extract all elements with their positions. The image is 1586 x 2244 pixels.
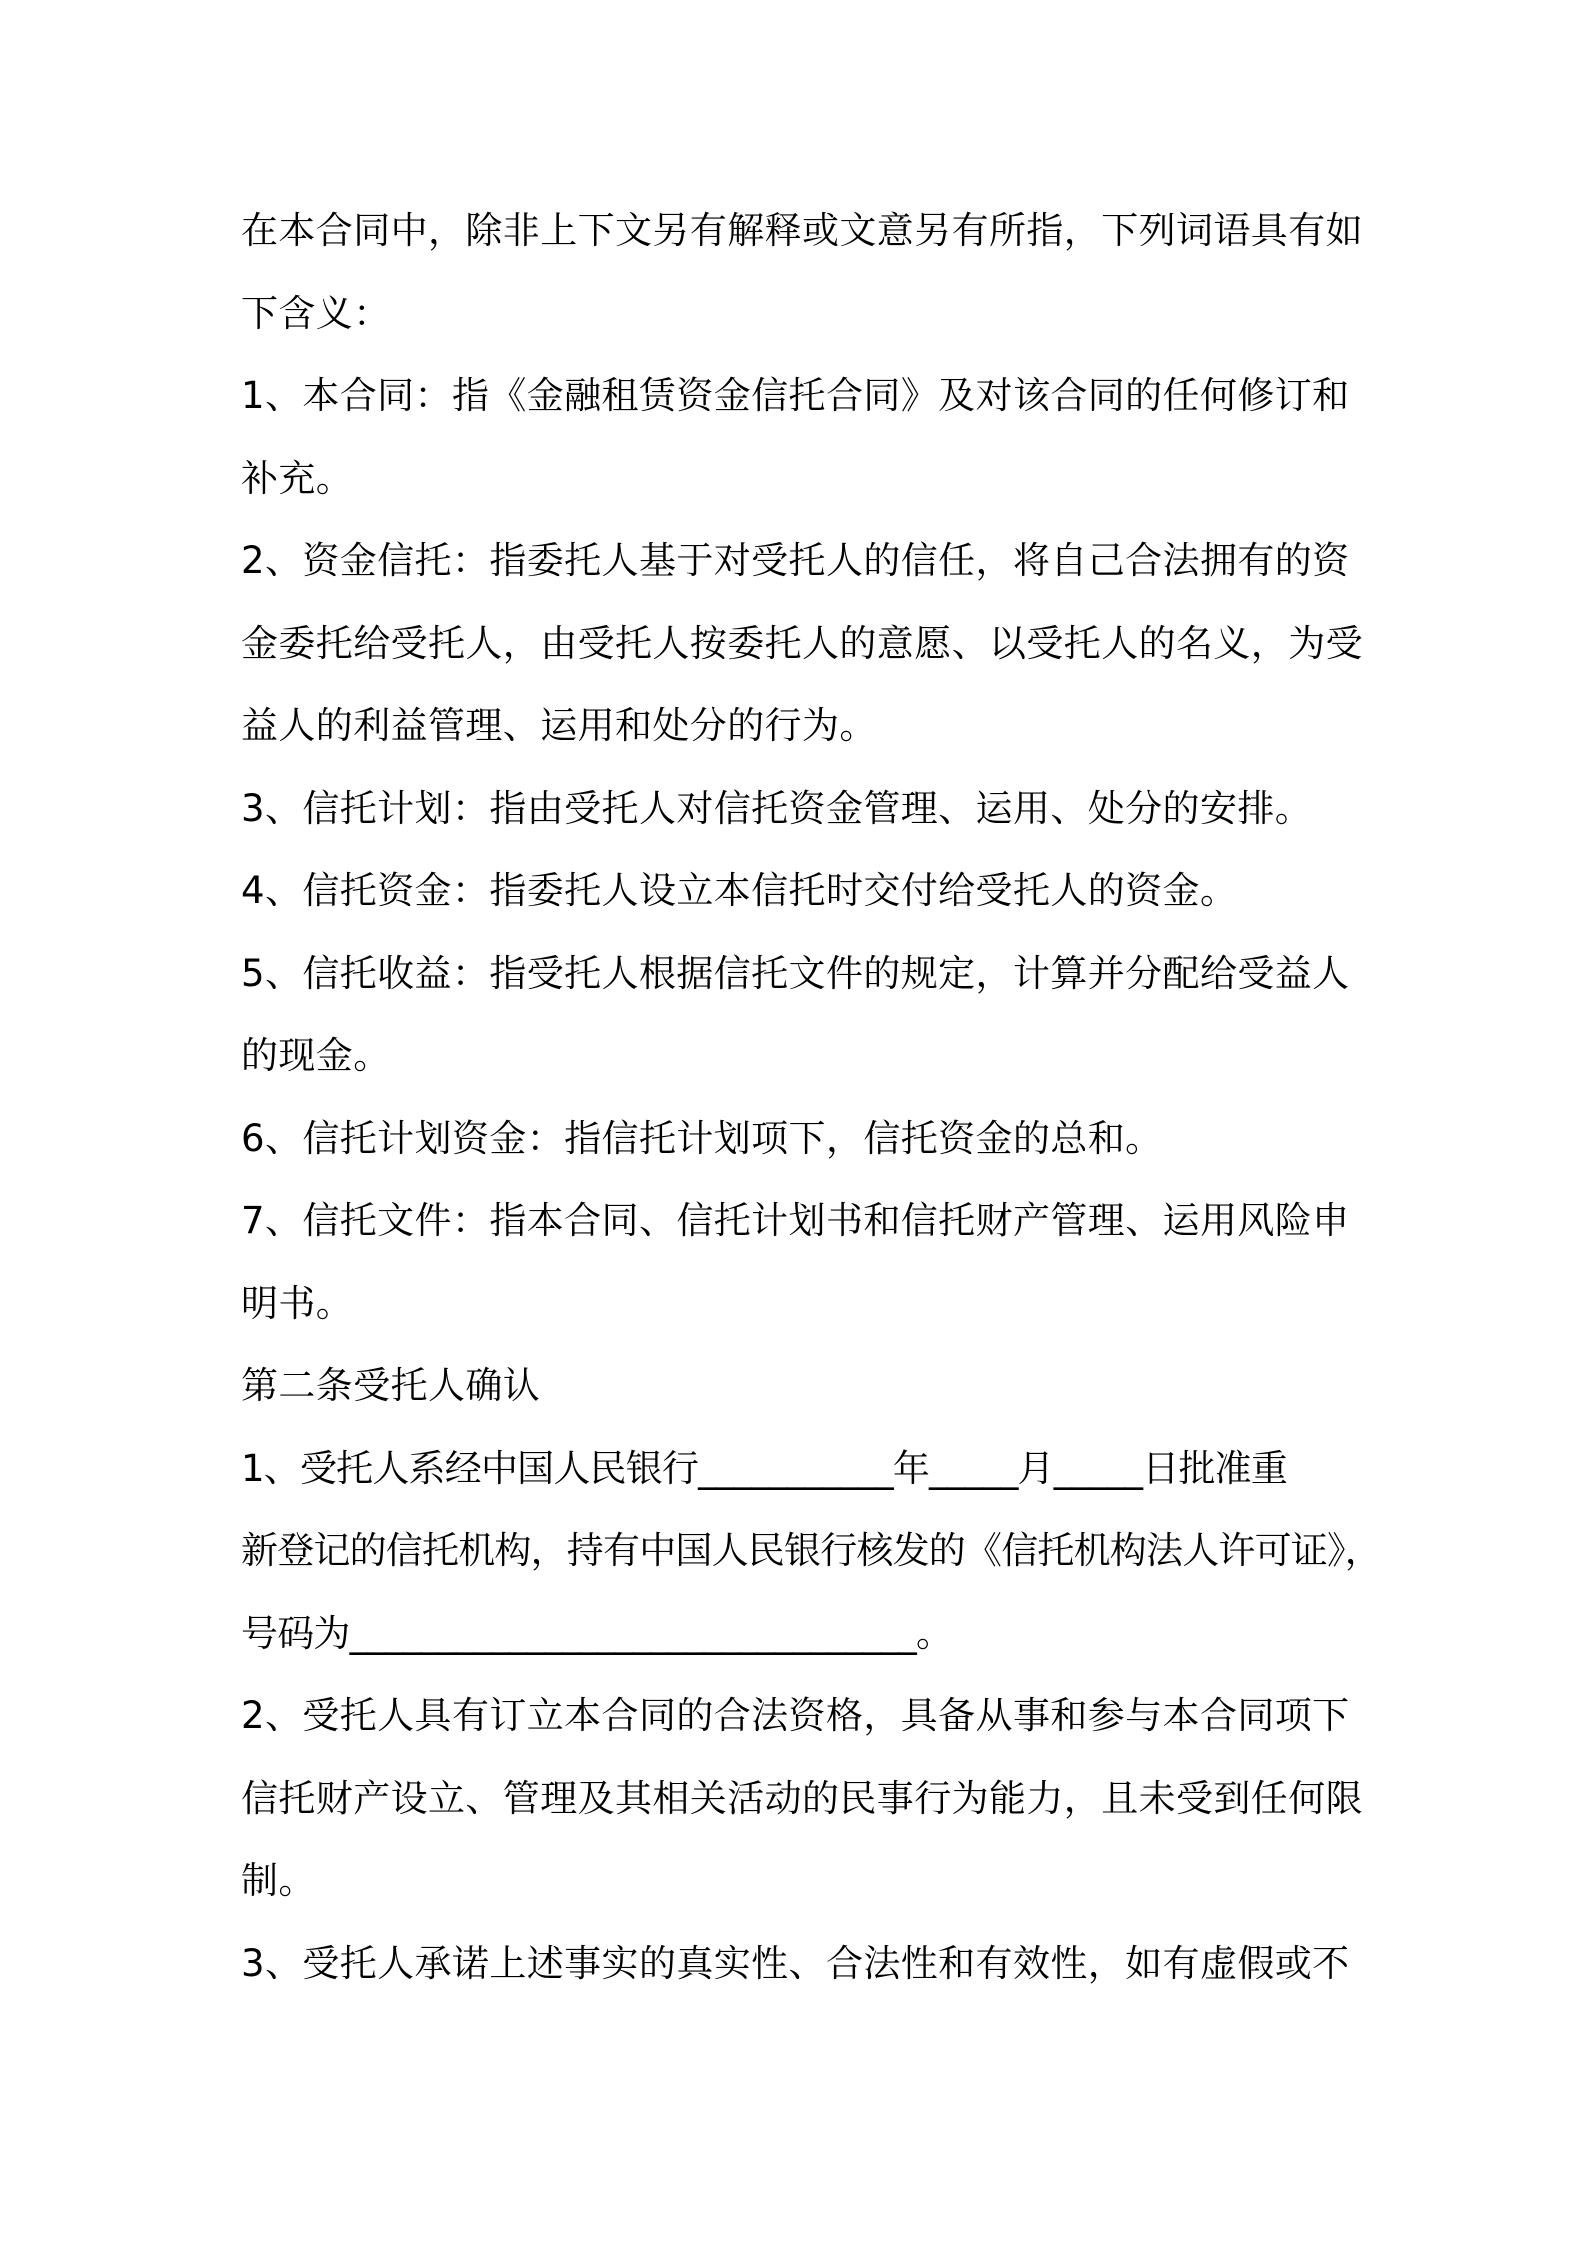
section-heading-trustee-confirmation: 第二条受托人确认 [241,1364,541,1407]
definition-1-line-1: 1、本合同：指《金融租赁资金信托合同》及对该合同的任何修订和 [241,374,1350,417]
trustee-clause-2-line-3: 制。 [241,1859,316,1902]
definition-2-line-1: 2、资金信托：指委托人基于对受托人的信任，将自己合法拥有的资 [241,539,1350,582]
document-body [241,190,1381,2005]
trustee-clause-2-line-2: 信托财产设立、管理及其相关活动的民事行为能力，且未受到任何限 [241,1776,1363,1820]
definition-5-line-2: 的现金。 [241,1034,391,1077]
definition-1-line-2: 补充。 [241,456,354,500]
definition-7-line-2: 明书。 [241,1281,354,1325]
trustee-clause-1-line-2: 新登记的信托机构，持有中国人民银行核发的《信托机构法人许可证》， [241,1529,1381,1572]
trustee-clause-2-line-1: 2、受托人具有订立本合同的合法资格，具备从事和参与本合同项下 [241,1694,1350,1737]
definition-2-line-2: 金委托给受托人，由受托人按委托人的意愿、以受托人的名义，为受 [241,621,1363,665]
trustee-clause-3-line-1: 3、受托人承诺上述事实的真实性、合法性和有效性，如有虚假或不 [241,1941,1350,1985]
definition-7-line-1: 7、信托文件：指本合同、信托计划书和信托财产管理、运用风险申 [241,1199,1350,1242]
trustee-clause-1-line-3: 号码为________________________________。 [241,1611,953,1655]
definition-4: 4、信托资金：指委托人设立本信托时交付给受托人的资金。 [241,869,1238,912]
trustee-clause-1-line-1: 1、受托人系经中国人民银行___________年_____月_____日批准重 [241,1446,1288,1490]
definitions-intro-line-1: 在本合同中，除非上下文另有解释或文意另有所指，下列词语具有如 [241,209,1363,252]
definition-2-line-3: 益人的利益管理、运用和处分的行为。 [241,704,877,747]
definition-3: 3、信托计划：指由受托人对信托资金管理、运用、处分的安排。 [241,786,1313,830]
definition-5-line-1: 5、信托收益：指受托人根据信托文件的规定，计算并分配给受益人 [241,951,1350,995]
definition-6: 6、信托计划资金：指信托计划项下，信托资金的总和。 [241,1116,1163,1160]
definitions-intro-line-2: 下含义： [241,291,391,335]
